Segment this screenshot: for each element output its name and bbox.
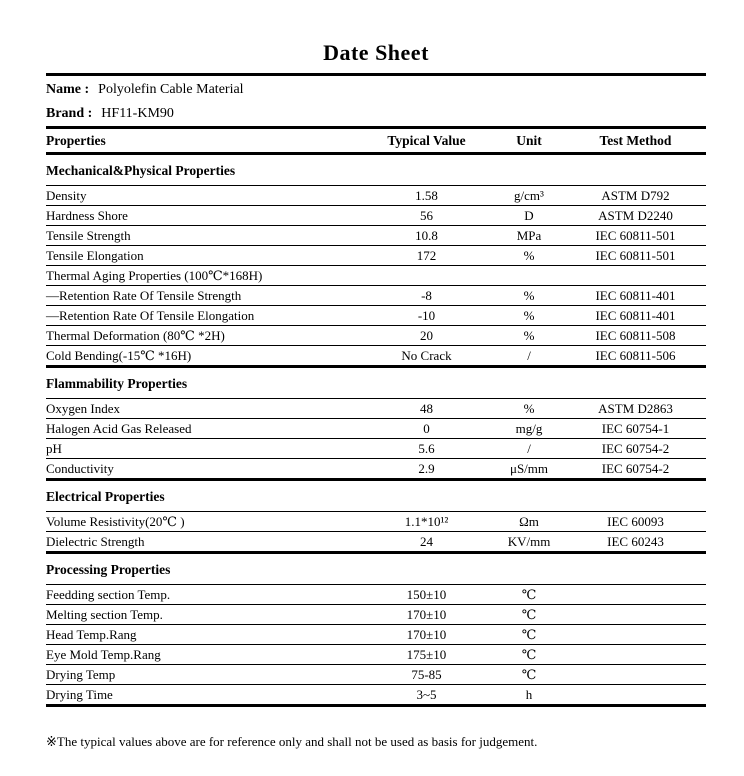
property-cell: Drying Time xyxy=(46,687,113,702)
column-header-unit: Unit xyxy=(516,133,542,148)
unit-cell: Ωm xyxy=(519,514,539,529)
table-row xyxy=(46,419,706,439)
property-cell: Tensile Strength xyxy=(46,228,131,243)
name-row xyxy=(46,78,706,102)
method-cell: IEC 60811-508 xyxy=(595,328,676,343)
section-title: Electrical Properties xyxy=(46,481,706,512)
property-cell: Melting section Temp. xyxy=(46,607,163,622)
unit-cell: ℃ xyxy=(521,587,537,602)
section-title: Mechanical&Physical Properties xyxy=(46,155,706,186)
value-cell xyxy=(360,266,493,285)
property-cell: —Retention Rate Of Tensile Strength xyxy=(46,288,242,303)
brand-row xyxy=(46,102,706,126)
method-cell: ASTM D792 xyxy=(601,188,670,203)
method-cell: ASTM D2863 xyxy=(598,401,673,416)
table-row xyxy=(46,532,706,554)
unit-cell: h xyxy=(525,687,533,702)
name-value: Polyolefin Cable Material xyxy=(98,82,244,97)
property-cell: Conductivity xyxy=(46,461,114,476)
unit-cell: / xyxy=(527,441,531,456)
table-row xyxy=(46,459,706,481)
name-label: Name : xyxy=(46,82,90,97)
property-cell: Thermal Aging Properties (100℃*168H) xyxy=(46,268,263,283)
method-cell: IEC 60811-501 xyxy=(595,228,676,243)
method-cell: IEC 60811-401 xyxy=(595,288,676,303)
property-cell: Hardness Shore xyxy=(46,208,128,223)
method-cell xyxy=(565,625,706,644)
method-cell: IEC 60754-2 xyxy=(601,461,670,476)
property-cell: Head Temp.Rang xyxy=(46,627,137,642)
table-row xyxy=(46,605,706,625)
value-cell: 170±10 xyxy=(406,627,447,642)
value-cell: -10 xyxy=(417,308,436,323)
value-cell: 5.6 xyxy=(418,441,435,456)
footnote: ※The typical values above are for reference only and shall not be used as basis for judgement. xyxy=(46,734,538,749)
property-cell: Dielectric Strength xyxy=(46,534,145,549)
table-row xyxy=(46,246,706,266)
table-row xyxy=(46,512,706,532)
column-header-test-method: Test Method xyxy=(599,133,672,148)
property-cell: Halogen Acid Gas Released xyxy=(46,421,192,436)
column-header-properties: Properties xyxy=(46,133,106,148)
unit-cell: ℃ xyxy=(521,667,537,682)
value-cell: 1.58 xyxy=(415,188,438,203)
method-cell: IEC 60811-401 xyxy=(595,308,676,323)
method-cell: IEC 60243 xyxy=(607,534,664,549)
table-header-row xyxy=(46,126,706,155)
unit-cell: % xyxy=(523,328,535,343)
table-row xyxy=(46,286,706,306)
unit-cell: % xyxy=(523,308,535,323)
table-row xyxy=(46,326,706,346)
property-cell: Eye Mold Temp.Rang xyxy=(46,647,161,662)
method-cell xyxy=(565,685,706,704)
table-body xyxy=(46,155,706,707)
table-row xyxy=(46,685,706,707)
unit-cell: MPa xyxy=(516,228,542,243)
method-cell: ASTM D2240 xyxy=(598,208,673,223)
title-block xyxy=(46,40,706,76)
value-cell: 75-85 xyxy=(411,667,442,682)
value-cell: 24 xyxy=(420,534,433,549)
section-title: Processing Properties xyxy=(46,554,706,585)
property-cell: Drying Temp xyxy=(46,667,116,682)
meta-block xyxy=(46,76,706,126)
unit-cell: / xyxy=(527,348,531,363)
table-row xyxy=(46,665,706,685)
method-cell xyxy=(565,645,706,664)
value-cell: 3~5 xyxy=(416,687,437,702)
method-cell: IEC 60811-506 xyxy=(595,348,676,363)
method-cell xyxy=(565,665,706,684)
property-cell: Cold Bending(-15℃ *16H) xyxy=(46,348,192,363)
brand-label: Brand : xyxy=(46,106,93,121)
property-cell: Feedding section Temp. xyxy=(46,587,171,602)
value-cell: 56 xyxy=(420,208,433,223)
method-cell xyxy=(565,266,706,285)
page-title: Date Sheet xyxy=(323,40,429,65)
value-cell: 175±10 xyxy=(406,647,447,662)
method-cell: IEC 60811-501 xyxy=(595,248,676,263)
property-cell: Thermal Deformation (80℃ *2H) xyxy=(46,328,225,343)
value-cell: 150±10 xyxy=(406,587,447,602)
value-cell: 2.9 xyxy=(418,461,435,476)
column-header-typical-value: Typical Value xyxy=(387,133,466,148)
property-cell: Volume Resistivity(20℃ ) xyxy=(46,514,185,529)
value-cell: No Crack xyxy=(401,348,452,363)
method-cell: IEC 60754-2 xyxy=(601,441,670,456)
value-cell: 0 xyxy=(423,421,430,436)
value-cell: 20 xyxy=(420,328,433,343)
unit-cell xyxy=(493,266,565,285)
unit-cell: ℃ xyxy=(521,647,537,662)
table-row xyxy=(46,399,706,419)
brand-value: HF11-KM90 xyxy=(101,106,174,121)
unit-cell: mg/g xyxy=(515,421,543,436)
unit-cell: % xyxy=(523,288,535,303)
table-row xyxy=(46,585,706,605)
method-cell: IEC 60754-1 xyxy=(601,421,670,436)
unit-cell: ℃ xyxy=(521,627,537,642)
unit-cell: μS/mm xyxy=(509,461,549,476)
property-cell: —Retention Rate Of Tensile Elongation xyxy=(46,308,255,323)
value-cell: 1.1*10¹² xyxy=(404,514,449,529)
property-cell: Tensile Elongation xyxy=(46,248,144,263)
value-cell: 48 xyxy=(420,401,433,416)
value-cell: 170±10 xyxy=(406,607,447,622)
unit-cell: ℃ xyxy=(521,607,537,622)
unit-cell: KV/mm xyxy=(507,534,551,549)
value-cell: 172 xyxy=(416,248,437,263)
value-cell: 10.8 xyxy=(415,228,438,243)
property-cell: Oxygen Index xyxy=(46,401,121,416)
value-cell: -8 xyxy=(421,288,432,303)
unit-cell: % xyxy=(523,248,535,263)
table-row xyxy=(46,346,706,368)
table-row xyxy=(46,206,706,226)
property-cell: Density xyxy=(46,188,87,203)
method-cell xyxy=(565,585,706,604)
method-cell: IEC 60093 xyxy=(607,514,664,529)
unit-cell: g/cm³ xyxy=(514,188,544,203)
table-row xyxy=(46,306,706,326)
table-row xyxy=(46,625,706,645)
unit-cell: % xyxy=(523,401,535,416)
table-row xyxy=(46,186,706,206)
method-cell xyxy=(565,605,706,624)
section-title: Flammability Properties xyxy=(46,368,706,399)
property-cell: pH xyxy=(46,441,62,456)
table-row xyxy=(46,266,706,286)
table-row xyxy=(46,645,706,665)
table-row xyxy=(46,226,706,246)
unit-cell: D xyxy=(524,208,534,223)
table-row xyxy=(46,439,706,459)
